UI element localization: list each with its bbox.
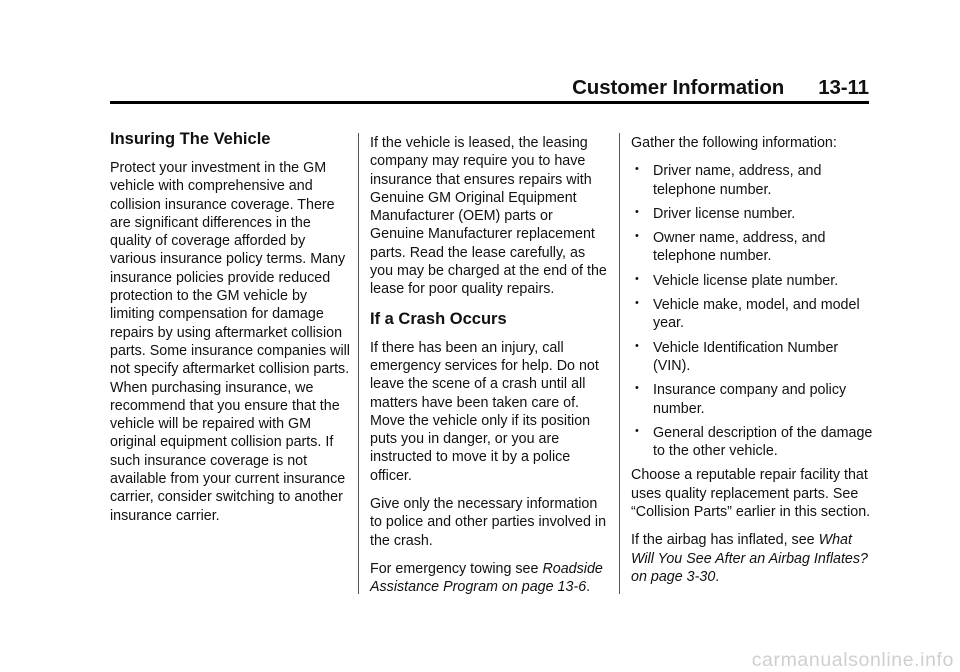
bullet-icon: •: [635, 424, 639, 437]
bullet-icon: •: [635, 297, 639, 310]
watermark: carmanualsonline.info: [751, 649, 954, 671]
column-1: [110, 124, 352, 535]
bullet-icon: •: [635, 205, 639, 218]
airbag-text: If the airbag has inflated, see: [631, 532, 815, 549]
list-item: • Insurance company and policy number.: [631, 381, 873, 418]
roadside-assistance-link[interactable]: Roadside Assistance Program on page 13-6: [370, 560, 603, 596]
towing-period: .: [586, 579, 591, 596]
insuring-paragraph: Protect your investment in the GM vehicle with comprehensive and collision insurance coverage. There are significant differences in the quality of coverage afforded by various insurance policy terms. Many insurance policies provide reduced protection to the GM vehicle by limiting compensation for damage repairs by using aftermarket collision parts. Some insurance companies will not specify aftermarket collision parts. When purchasing insurance, we recommend that you ensure that the vehicle will be repaired with GM original equipment collision parts. If such insurance coverage is not available from your current insurance carrier, consider switching to another insurance carrier.: [110, 160, 350, 524]
list-item: • General description of the damage to the other vehicle.: [631, 424, 873, 461]
list-item: • Driver license number.: [631, 205, 873, 223]
header-rule: [110, 101, 869, 104]
crash-paragraph: If there has been an injury, call emergency services for help. Do not leave the scene of a crash until all matters have been taken care of. Move the vehicle only if its position puts you in danger, or you are instructed to move it by a police officer.: [370, 339, 599, 484]
airbag-inflates-link[interactable]: What Will You See After an Airbag Inflates? on page 3-30: [631, 532, 868, 585]
towing-paragraph: [370, 560, 610, 597]
airbag-period: .: [715, 568, 720, 585]
column-3: [631, 124, 873, 596]
information-paragraph: Give only the necessary information to police and other parties involved in the crash.: [370, 496, 607, 549]
towing-text: For emergency towing see: [370, 560, 539, 577]
gather-intro: Gather the following information:: [631, 135, 837, 151]
list-item: • Owner name, address, and telephone number.: [631, 229, 873, 266]
leasing-paragraph: If the vehicle is leased, the leasing company may require you to have insurance that ensures repairs with Genuine GM Original Equipment Manufacturer (OEM) parts or Genuine Manufacturer replacement parts. Read the lease carefully, as you may be charged at the end of the lease for poor quality repairs.: [370, 135, 607, 298]
column-divider-1: [358, 133, 359, 594]
section-title: Customer Information: [572, 76, 785, 99]
information-list: [631, 162, 873, 460]
repair-facility-paragraph: Choose a reputable repair facility that uses quality replacement parts. See “Collision Parts” earlier in this section.: [631, 467, 871, 521]
bullet-icon: •: [635, 272, 639, 285]
page-header: [110, 76, 869, 100]
heading-insuring-the-vehicle: Insuring The Vehicle: [110, 130, 271, 148]
list-item: • Vehicle make, model, and model year.: [631, 296, 873, 333]
list-item: • Vehicle license plate number.: [631, 272, 873, 290]
bullet-icon: •: [635, 230, 639, 243]
heading-if-a-crash-occurs: If a Crash Occurs: [370, 309, 507, 328]
airbag-paragraph: [631, 531, 873, 586]
list-item: • Vehicle Identification Number (VIN).: [631, 339, 873, 376]
column-divider-2: [619, 133, 620, 594]
list-item: • Driver name, address, and telephone number.: [631, 162, 873, 199]
page-number: 13-11: [818, 76, 869, 99]
bullet-icon: •: [635, 382, 639, 395]
column-2: [370, 124, 610, 607]
bullet-icon: •: [635, 339, 639, 352]
bullet-icon: •: [635, 163, 639, 176]
